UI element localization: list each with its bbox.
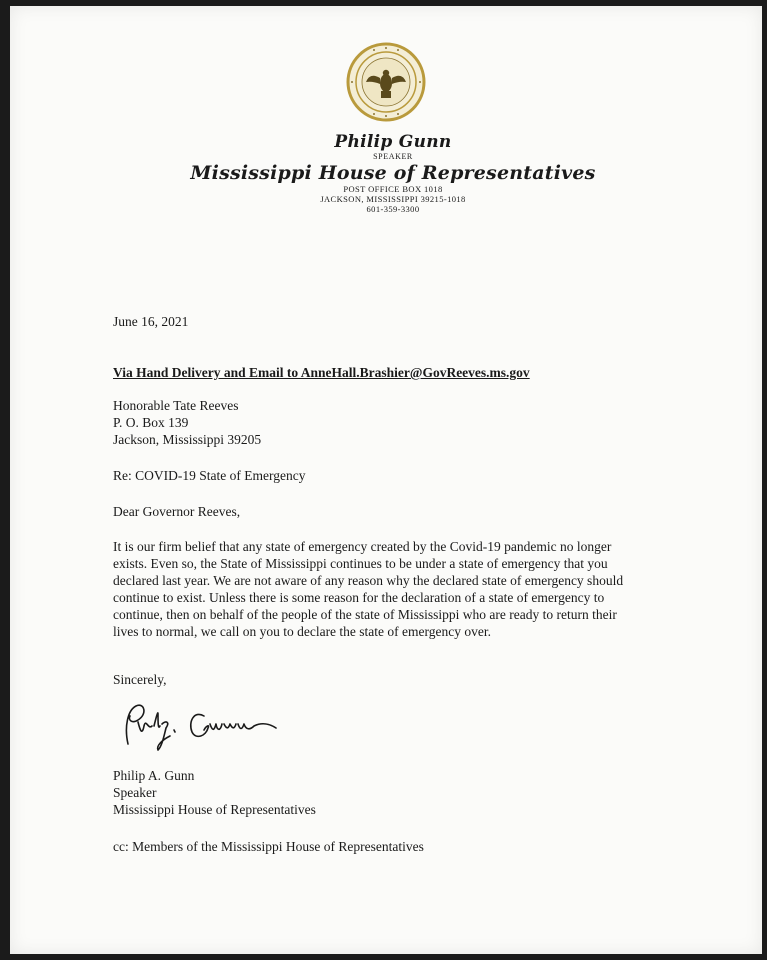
paragraph-line: exists. Even so, the State of Mississippi continues to be under a state of emergency that you [113, 556, 608, 571]
paragraph-line: continue to exist. Unless there is some reason for the declaration of a state of emergency to [113, 590, 605, 605]
letterhead-address-1: POST OFFICE BOX 1018 [343, 184, 443, 194]
recipient-address [113, 397, 658, 448]
recipient-name: Honorable Tate Reeves [113, 398, 239, 413]
signature-icon [114, 696, 284, 756]
letter-paragraph [113, 538, 658, 640]
closing: Sincerely, [113, 672, 167, 687]
letterhead-name: Philip Gunn [334, 132, 452, 152]
letter-page [10, 6, 762, 954]
delivery-line: Via Hand Delivery and Email to AnneHall.Brashier@GovReeves.ms.gov [113, 365, 530, 380]
letterhead-house: Mississippi House of Representatives [190, 162, 596, 184]
recipient-city: Jackson, Mississippi 39205 [113, 432, 262, 447]
signer-org: Mississippi House of Representatives [113, 802, 316, 817]
paragraph-line: lives to normal, we call on you to declare the state of emergency over. [113, 624, 491, 639]
signer-block [113, 767, 658, 818]
paragraph-line: It is our firm belief that any state of emergency created by the Covid-19 pandemic no longer [113, 539, 612, 554]
paragraph-line: declared last year. We are not aware of any reason why the declared state of emergency should [113, 573, 624, 588]
cc-line: cc: Members of the Mississippi House of Representatives [113, 839, 424, 854]
letterhead [10, 132, 762, 214]
paragraph-line: continue, then on behalf of the people of the state of Mississippi who are ready to return their [113, 607, 617, 622]
recipient-box: P. O. Box 139 [113, 415, 189, 430]
signer-name: Philip A. Gunn [113, 768, 195, 783]
letterhead-title: SPEAKER [373, 152, 413, 161]
state-seal-icon [346, 42, 426, 122]
letterhead-phone: 601-359-3300 [366, 204, 420, 214]
subject-line: Re: COVID-19 State of Emergency [113, 468, 306, 483]
letterhead-address-2: JACKSON, MISSISSIPPI 39215-1018 [320, 194, 466, 204]
letter-date: June 16, 2021 [113, 314, 189, 329]
signer-title: Speaker [113, 785, 157, 800]
salutation: Dear Governor Reeves, [113, 504, 241, 519]
